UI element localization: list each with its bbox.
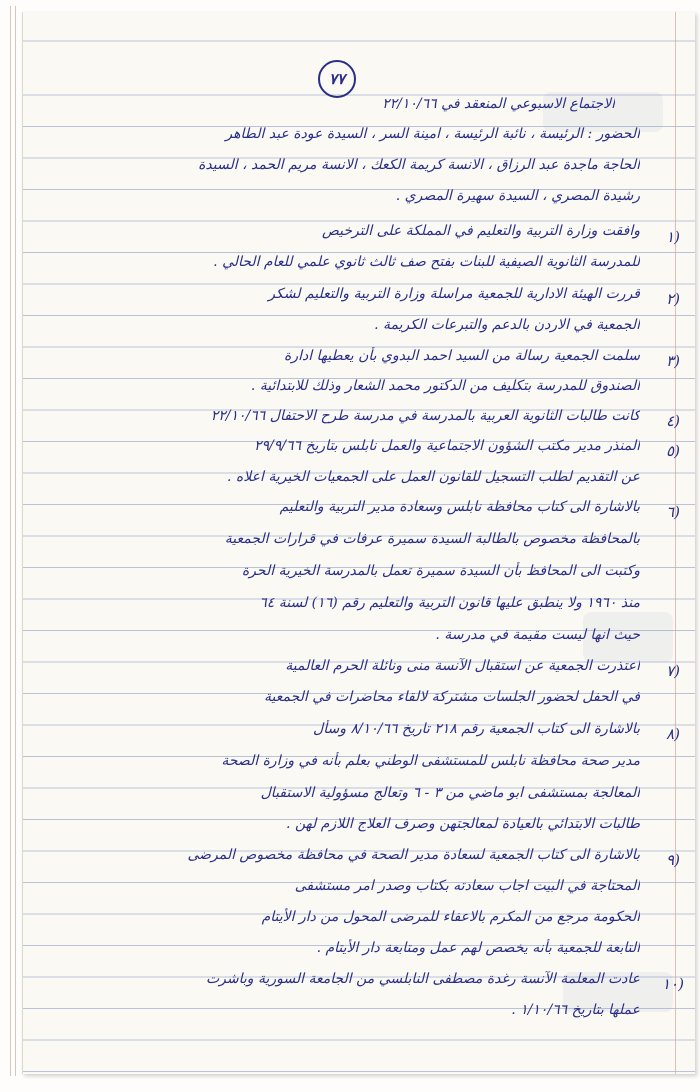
- page-edge: [15, 6, 16, 1076]
- text-line: عادت المعلمة الآنسة رغدة مصطفى النابلسي من الجامعة السورية وباشرت: [205, 971, 640, 987]
- text-line: عملها بتاريخ ١/١٠/٦٦ .: [511, 1002, 640, 1018]
- text-line: اعتذرت الجمعية عن استقبال الآنسة منى ونائلة الحرم العالمية: [285, 658, 640, 674]
- text-line: في الحفل لحضور الجلسات مشتركة لالقاء محاضرات في الجمعية: [264, 689, 640, 705]
- text-line: وكتبت الى المحافظ بأن السيدة سميرة تعمل بالمدرسة الخيرية الحرة: [241, 563, 640, 579]
- text-line: بالاشارة الى كتاب الجمعية لسعادة مدير الصحة في محافظة مخصوص المرضى: [187, 847, 640, 863]
- item-number: ٣): [666, 352, 680, 370]
- text-line: المعالجة بمستشفى ابو ماضي من ٣ - ٦ وتعالج مسؤولية الاستقبال: [260, 785, 640, 801]
- text-line: مدير صحة محافظة نابلس للمستشفى الوطني بعلم بأنه في وزارة الصحة: [221, 753, 640, 769]
- text-line: رشيدة المصري ، السيدة سهيرة المصري .: [395, 188, 640, 204]
- text-line: بالمحافظة مخصوص بالطالبة السيدة سميرة عرفات في قرارات الجمعية: [224, 531, 640, 547]
- text-line: المنذر مدير مكتب الشؤون الاجتماعية والعمل نابلس بتاريخ ٢٩/٩/٦٦: [254, 438, 640, 454]
- item-number: ٩): [666, 851, 680, 869]
- text-line: الحاجة ماجدة عبد الرزاق ، الانسة كريمة الكعك ، الانسة مريم الحمد ، السيدة: [198, 157, 640, 173]
- text-line: وافقت وزارة التربية والتعليم في المملكة على الترخيص: [321, 223, 640, 239]
- page-number-circle: [318, 60, 356, 98]
- text-line: حيث انها ليست مقيمة في مدرسة .: [435, 627, 640, 643]
- page-number: ٧٧: [328, 70, 346, 88]
- text-line: عن التقديم لطلب التسجيل للقانون العمل على الجمعيات الخيرية اعلاه .: [227, 469, 640, 485]
- item-number: ١٠): [662, 975, 684, 993]
- text-line: الصندوق للمدرسة بتكليف من الدكتور محمد الشعار وذلك للابتدائية .: [250, 378, 640, 394]
- text-line: الحضور : الرئيسة ، نائبة الرئيسة ، امينة السر ، السيدة عودة عبد الطاهر: [225, 126, 640, 142]
- text-line: بالاشارة الى كتاب الجمعية رقم ٢١٨ تاريخ ٨/١٠/٦٦ وسأل: [313, 721, 640, 737]
- item-number: ٥): [666, 442, 680, 460]
- text-line: منذ ١٩٦٠ ولا ينطبق عليها قانون التربية والتعليم رقم (١٦) لسنة ٦٤: [259, 595, 640, 611]
- item-number: ٨): [666, 725, 680, 743]
- item-number: ٦): [666, 503, 680, 521]
- text-line: المحتاجة في البيت اجاب سعادته بكتاب وصدر امر مستشفى: [294, 878, 640, 894]
- text-line: الحكومة مرجع من المكرم بالاعفاء للمرضى المحول من دار الأيتام: [261, 909, 640, 925]
- text-line: كانت طالبات الثانوية العربية بالمدرسة في مدرسة طرح الاحتفال ٢٢/١٠/٦٦: [210, 408, 640, 424]
- margin-line: [675, 12, 676, 1074]
- text-line: الجمعية في الاردن بالدعم والتبرعات الكريمة .: [374, 317, 640, 333]
- item-number: ١): [666, 228, 680, 246]
- text-line: للمدرسة الثانوية الصيفية للبنات بفتح صف ثالث ثانوي علمي للعام الحالي .: [213, 254, 640, 270]
- item-number: ٢): [666, 290, 680, 308]
- meeting-title: الاجتماع الاسبوعي المنعقد في ٢٢/١٠/٦٦: [382, 96, 615, 112]
- item-number: ٧): [666, 662, 680, 680]
- text-line: بالاشارة الى كتاب محافظة نابلس وسعادة مدير التربية والتعليم: [279, 499, 640, 515]
- text-line: التابعة للجمعية بأنه يخصص لهم عمل ومتابعة دار الأيتام .: [316, 940, 640, 956]
- text-line: طالبات الابتدائي بالعيادة لمعالجتهن وصرف العلاج اللازم لهن .: [286, 816, 640, 832]
- page-edge: [10, 6, 11, 1076]
- item-number: ٤): [666, 412, 680, 430]
- text-line: قررت الهيئة الادارية للجمعية مراسلة وزارة التربية والتعليم لشكر: [268, 286, 640, 302]
- text-line: سلمت الجمعية رسالة من السيد احمد البدوي بأن يعطيها ادارة: [284, 348, 640, 364]
